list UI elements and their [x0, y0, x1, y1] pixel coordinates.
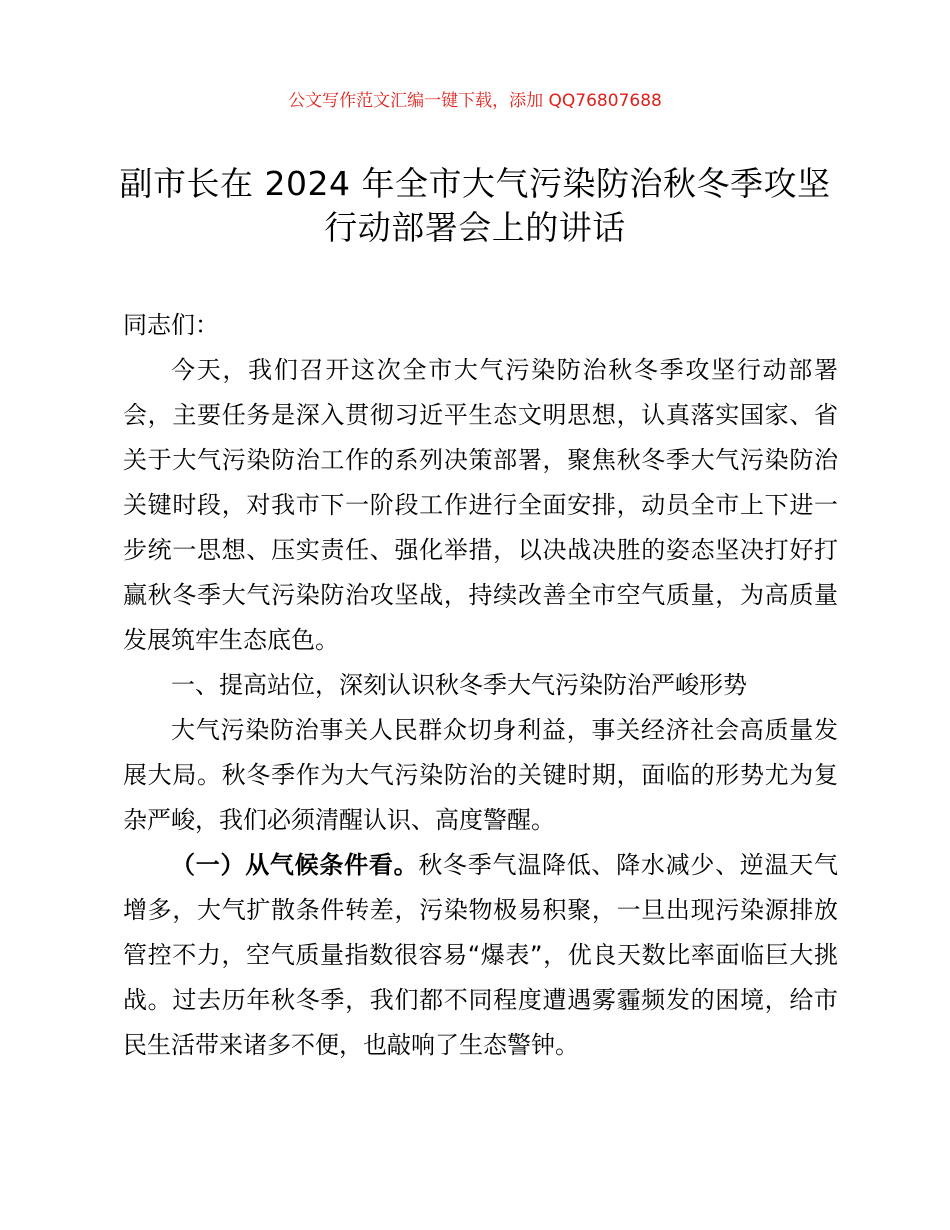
paragraph-opening: 今天，我们召开这次全市大气污染防治秋冬季攻坚行动部署会，主要任务是深入贯彻习近平生态文明思想，认真落实国家、省关于大气污染防治工作的系列决策部署，聚焦秋冬季大气污染防治关键时段，对我市下一阶段工作进行全面安排，动员全市上下进一步统一思想、压实责任、强化举措，以决战决胜的姿态坚决打好打赢秋冬季大气污染防治攻坚战，持续改善全市空气质量，为高质量发展筑牢生态底色。: [123, 356, 838, 654]
paragraph-climate: [123, 843, 838, 1068]
title-line-1: 副市长在 2024 年全市大气污染防治秋冬季攻坚: [119, 164, 831, 203]
title-line-2: 行动部署会上的讲话: [324, 208, 626, 247]
subheading-climate: （一）从气候条件看。: [171, 851, 419, 879]
paragraph-climate-text: 秋冬季气温降低、降水减少、逆温天气增多，大气扩散条件转差，污染物极易积聚，一旦出现污染源排放管控不力，空气质量指数很容易“爆表”，优良天数比率面临巨大挑战。过去历年秋冬季，我们都不同程度遭遇雾霾频发的困境，给市民生活带来诸多不便，也敲响了生态警钟。: [123, 851, 839, 1059]
document-title: [100, 162, 850, 250]
salutation: 同志们：: [123, 311, 219, 339]
section-heading-1: 一、提高站位，深刻认识秋冬季大气污染防治严峻形势: [171, 671, 747, 699]
paragraph-significance: 大气污染防治事关人民群众切身利益，事关经济社会高质量发展大局。秋冬季作为大气污染防治的关键时期，面临的形势尤为复杂严峻，我们必须清醒认识、高度警醒。: [123, 716, 838, 834]
download-watermark: 公文写作范文汇编一键下载，添加 QQ76807688: [288, 91, 662, 111]
document-body: [123, 303, 838, 1068]
